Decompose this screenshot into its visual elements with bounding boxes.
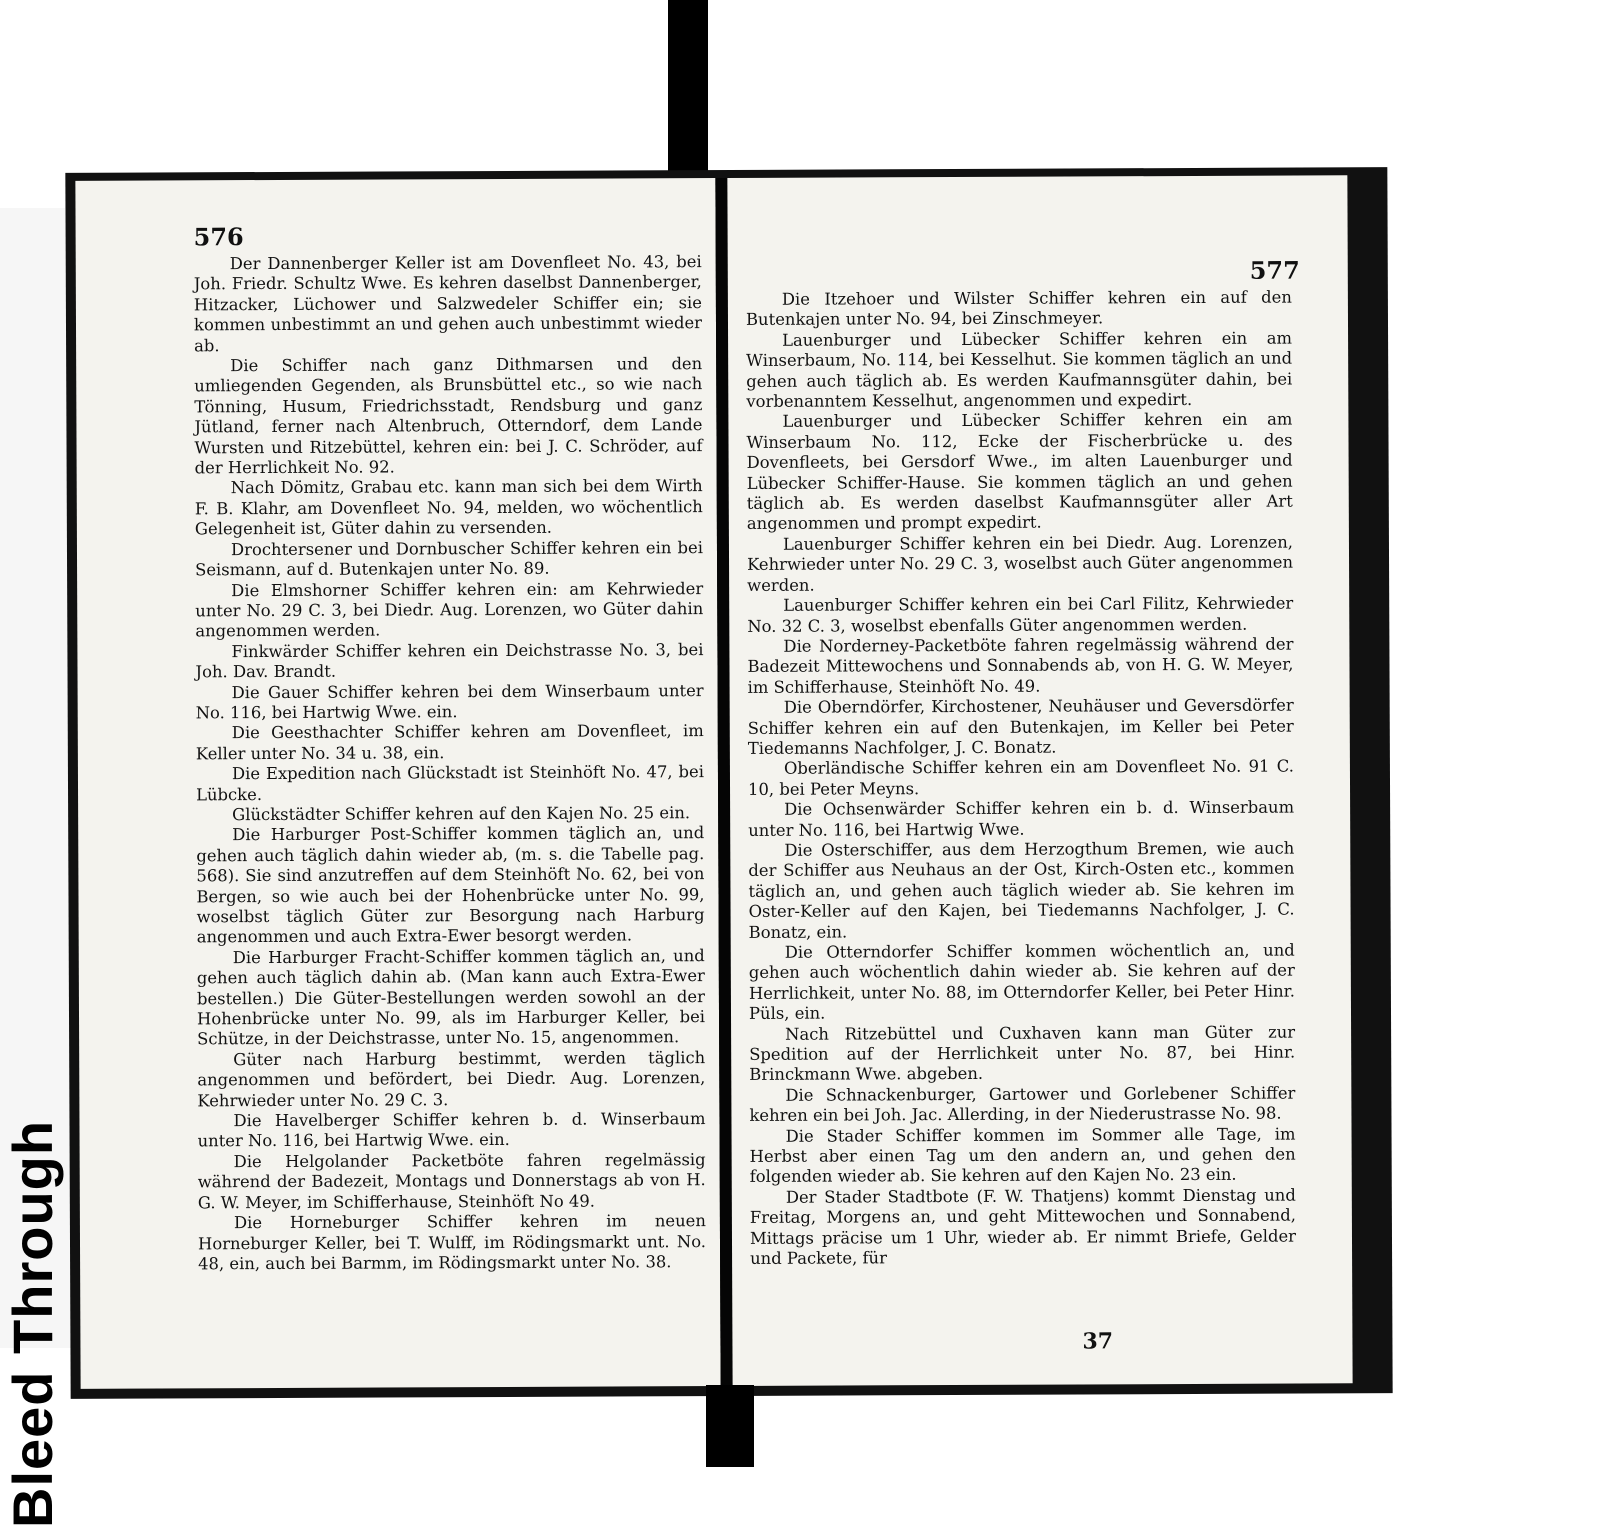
paragraph: Die Otterndorfer Schiffer kommen wöchentlich an, und gehen auch wöchentlich dahin wieder ab. Sie kehren auf der Herrlichkeit, unter No. 88, im Otterndorfer Keller, bei Peter Hinr. Püls, ein. [748, 940, 1295, 1024]
right-page-text [746, 288, 1296, 1270]
paragraph: Die Oberndörfer, Kirchostener, Neuhäuser und Geversdörfer Schiffer kehren ein auf den Butenkajen, im Keller bei Peter Tiedemanns Nachfolger, J. C. Bonatz. [747, 695, 1294, 758]
paragraph: Lauenburger und Lübecker Schiffer kehren ein am Winserbaum No. 112, Ecke der Fischerbrücke u. des Dovenfleets, bei Gersdorf Wwe., im alten Lauenburger und Lübecker Schiffer-Hause. Sie kommen täglich an und gehen täglich ab. Es werden daselbst Kaufmannsgüter aller Art angenommen und prompt expedirt. [746, 409, 1293, 534]
margin-strip [0, 208, 74, 1528]
right-page [727, 175, 1352, 1386]
paragraph: Güter nach Harburg bestimmt, werden täglich angenommen und befördert, bei Diedr. Aug. Lorenzen, Kehrwieder unter No. 29 C. 3. [197, 1047, 706, 1110]
paragraph: Die Havelberger Schiffer kehren b. d. Winserbaum unter No. 116, bei Hartwig Wwe. ein. [197, 1109, 706, 1151]
paragraph: Drochtersener und Dornbuscher Schiffer kehren ein bei Seismann, auf d. Butenkajen unter No. 89. [195, 537, 704, 580]
paragraph: Die Horneburger Schiffer kehren im neuen Horneburger Keller, bei T. Wulff, im Rödingsmarkt unt. No. 48, ein, auch bei Barmm, im Rödingsmarkt unter No. 38. [197, 1211, 707, 1274]
paragraph: Die Stader Schiffer kommen im Sommer alle Tage, im Herbst aber einen Tag um den andern an, und gehen den folgenden wieder ab. Sie kehren auf den Kajen No. 23 ein. [749, 1124, 1296, 1187]
paragraph: Lauenburger Schiffer kehren ein bei Diedr. Aug. Lorenzen, Kehrwieder unter No. 29 C. 3, woselbst auch Güter angenommen werden. [747, 532, 1294, 595]
paragraph: Finkwärder Schiffer kehren ein Deichstrasse No. 3, bei Joh. Dav. Brandt. [195, 639, 704, 682]
paragraph: Nach Dömitz, Grabau etc. kann man sich bei dem Wirth F. B. Klahr, am Dovenfleet No. 94, melden, wo wöchentlich Gelegenheit ist, Güter dahin zu versenden. [194, 476, 703, 539]
paragraph: Der Stader Stadtbote (F. W. Thatjens) kommt Dienstag und Freitag, Morgens an, und geht Mittewochen und Sonnabend, Mittags präcise um 1 Uhr, wieder ab. Er nimmt Briefe, Gelder und Packete, für [749, 1185, 1297, 1269]
paragraph: Die Schnackenburger, Gartower und Gorlebener Schiffer kehren ein bei Joh. Jac. Allerding, in der Niederustrasse No. 98. [749, 1083, 1296, 1126]
left-page [75, 178, 720, 1389]
paragraph: Die Osterschiffer, aus dem Herzogthum Bremen, wie auch der Schiffer aus Neuhaus an der Ost, Kirch-Osten etc., kommen täglich an, und gehen auch täglich wieder ab. Sie kehren im Oster-Keller auf den Kajen, bei Tiedemanns Nachfolger, J. C. Bonatz, ein. [748, 838, 1295, 942]
bleed-through-label: Bleed Through [1, 1119, 64, 1528]
paragraph: Lauenburger Schiffer kehren ein bei Carl Filitz, Kehrwieder No. 32 C. 3, woselbst ebenfalls Güter angenommen werden. [747, 593, 1294, 636]
paragraph: Lauenburger und Lübecker Schiffer kehren ein am Winserbaum, No. 114, bei Kesselhut. Sie kommen täglich an und gehen auch täglich ab. Es werden Kaufmannsgüter dahin, bei vorbenanntem Kesselhut, angenommen und expedirt. [746, 328, 1293, 411]
paragraph: Der Dannenberger Keller ist am Dovenfleet No. 43, bei Joh. Friedr. Schultz Wwe. Es kehren daselbst Dannenberger, Hitzacker, Lüchower und Salzwedeler Schiffer ein; sie kommen unbestimmt an und gehen auch unbestimmt wieder ab. [193, 252, 703, 355]
paragraph: Die Schiffer nach ganz Dithmarsen und den umliegenden Gegenden, als Brunsbüttel etc., so wie nach Tönning, Husum, Friedrichsstadt, Rendsburg und ganz Jütland, ferner nach Altenbruch, Otterndorf, dem Lande Wursten und Ritzebüttel, kehren ein: bei J. C. Schröder, auf der Herrlichkeit No. 92. [194, 354, 703, 478]
left-page-text [194, 252, 706, 1275]
paragraph: Die Ochsenwärder Schiffer kehren ein b. d. Winserbaum unter No. 116, bei Hartwig Wwe. [748, 797, 1295, 840]
paragraph: Nach Ritzebüttel und Cuxhaven kann man Güter zur Spedition auf der Herrlichkeit unter No. 87, bei Hinr. Brinckmann Wwe. abgeben. [749, 1022, 1296, 1085]
paragraph: Glückstädter Schiffer kehren auf den Kajen No. 25 ein. [232, 803, 691, 825]
paragraph: Die Harburger Post-Schiffer kommen täglich an, und gehen auch täglich dahin wieder ab, (m. s. die Tabelle pag. 568). Sie sind anzutreffen auf dem Steinhöft No. 62, bei von Bergen, so wie auch bei der Hohenbrücke unter No. 99, woselbst täglich Güter zur Besorgung nach Harburg angenommen und auch Extra-Ewer besorgt werden. [196, 823, 705, 947]
paragraph: Die Gauer Schiffer kehren bei dem Winserbaum unter No. 116, bei Hartwig Wwe. ein. [195, 680, 704, 723]
signature-mark: 37 [1082, 1328, 1114, 1355]
spine-shadow-top [668, 0, 708, 180]
paragraph: Die Itzehoer und Wilster Schiffer kehren ein auf den Butenkajen unter No. 94, bei Zinschmeyer. [745, 287, 1292, 330]
paragraph: Oberländische Schiffer kehren ein am Dovenfleet No. 91 C. 10, bei Peter Meyns. [747, 756, 1294, 799]
paragraph: Die Harburger Fracht-Schiffer kommen täglich an, und gehen auch täglich dahin ab. (Man kann auch Extra-Ewer bestellen.) Die Güter-Bestellungen werden sowohl an der Hohenbrücke unter No. 99, als im Harburger Keller, bei Schütze, in der Deichstrasse, unter No. 15, angenommen. [196, 945, 706, 1049]
paragraph: Die Helgolander Packetböte fahren regelmässig während der Badezeit, Montags und Donnerstags ab von H. G. W. Meyer, im Schifferhause, Steinhöft No 49. [197, 1149, 706, 1213]
page-number-left: 576 [193, 222, 244, 252]
paragraph: Die Geesthachter Schiffer kehren am Dovenfleet, im Keller unter No. 34 u. 38, ein. [195, 721, 704, 764]
paragraph: Die Norderney-Packetböte fahren regelmässig während der Badezeit Mittewochens und Sonnabends ab, von H. G. W. Meyer, im Schifferhause, Steinhöft No. 49. [747, 634, 1294, 697]
paragraph: Die Elmshorner Schiffer kehren ein: am Kehrwieder unter No. 29 C. 3, bei Diedr. Aug. Lorenzen, wo Güter dahin angenommen werden. [195, 578, 704, 641]
book-spread [65, 167, 1392, 1399]
spine-shadow-bottom [706, 1385, 754, 1467]
paragraph: Die Expedition nach Glückstadt ist Steinhöft No. 47, bei Lübcke. [196, 762, 704, 804]
page-number-right: 577 [1249, 255, 1300, 285]
